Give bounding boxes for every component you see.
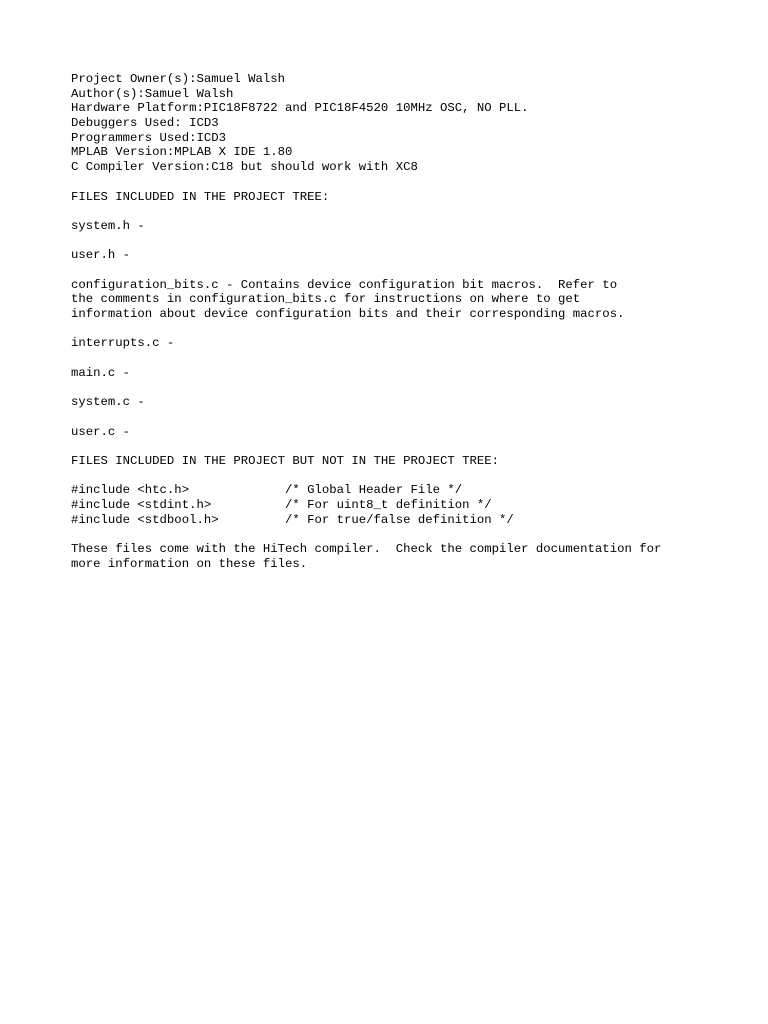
blank-line: [71, 380, 751, 395]
hardware-platform-line: Hardware Platform:PIC18F8722 and PIC18F4520 10MHz OSC, NO PLL.: [71, 101, 529, 116]
blank-line: [71, 175, 751, 190]
file-entry-configuration-bits-line-1: configuration_bits.c - Contains device configuration bit macros. Refer to: [71, 277, 618, 292]
debuggers-line: Debuggers Used: ICD3: [71, 116, 219, 131]
blank-line: [71, 527, 751, 542]
project-tree-heading: FILES INCLUDED IN THE PROJECT TREE:: [71, 189, 330, 204]
blank-line: [71, 263, 751, 278]
readme-document: [71, 72, 751, 571]
include-stdint-h: #include <stdint.h> /* For uint8_t definition */: [71, 497, 492, 512]
file-entry-configuration-bits-line-3: information about device configuration bits and their corresponding macros.: [71, 307, 625, 321]
blank-line: [71, 322, 751, 337]
compiler-note-line-2: more information on these files.: [71, 556, 308, 571]
compiler-version-line: C Compiler Version:C18 but should work with XC8: [71, 160, 418, 175]
file-entry-main-c: main.c -: [71, 365, 131, 380]
programmers-line: Programmers Used:ICD3: [71, 130, 226, 145]
include-htc-h: #include <htc.h> /* Global Header File */: [71, 483, 463, 498]
file-entry-system-c: system.c -: [71, 395, 145, 410]
blank-line: [71, 439, 751, 454]
include-stdbool-h: #include <stdbool.h> /* For true/false definition */: [71, 512, 514, 527]
mplab-version-line: MPLAB Version:MPLAB X IDE 1.80: [71, 145, 293, 160]
file-entry-interrupts-c: interrupts.c -: [71, 336, 175, 351]
file-entry-system-h: system.h -: [71, 218, 145, 233]
external-files-heading: FILES INCLUDED IN THE PROJECT BUT NOT IN THE PROJECT TREE:: [71, 453, 500, 468]
project-owner-line: Project Owner(s):Samuel Walsh: [71, 72, 286, 86]
blank-line: [71, 204, 751, 219]
file-entry-user-c: user.c -: [71, 424, 131, 439]
blank-line: [71, 351, 751, 366]
author-line: Author(s):Samuel Walsh: [71, 86, 234, 101]
file-entry-user-h: user.h -: [71, 248, 131, 263]
file-entry-configuration-bits-line-2: the comments in configuration_bits.c for instructions on where to get: [71, 292, 581, 307]
blank-line: [71, 234, 751, 249]
compiler-note-line-1: These files come with the HiTech compiler. Check the compiler documentation for: [71, 542, 662, 556]
blank-line: [71, 410, 751, 425]
blank-line: [71, 469, 751, 484]
